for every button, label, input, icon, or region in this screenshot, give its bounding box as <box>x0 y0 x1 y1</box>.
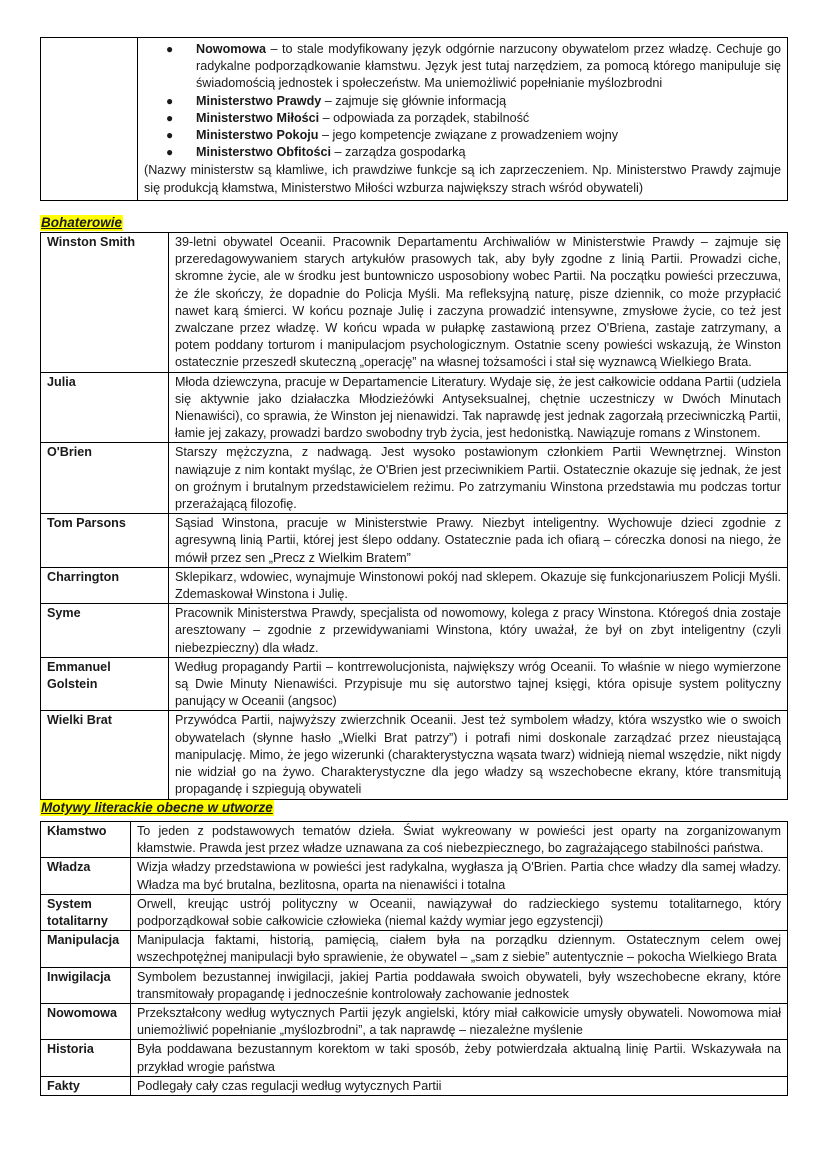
motif-description: Wizja władzy przedstawiona w powieści jest radykalna, wygłasza ją O'Brien. Partia chce władzy dla samej władzy. Władza ma być brutalna, bezlitosna, oparta na nienawiści i totalna <box>131 858 788 894</box>
table-row <box>41 38 788 201</box>
motif-name: Władza <box>41 858 131 894</box>
character-name: O'Brien <box>41 443 169 514</box>
list-item <box>166 144 781 161</box>
table-row <box>41 604 788 658</box>
term-label: Ministerstwo Prawdy <box>196 93 322 108</box>
empty-cell <box>41 38 138 201</box>
table-row <box>41 1040 788 1076</box>
table-row <box>41 233 788 373</box>
character-name: Wielki Brat <box>41 711 169 799</box>
motif-name: Kłamstwo <box>41 822 131 858</box>
term-text: – zajmuje się głównie informacją <box>321 93 507 108</box>
motif-description: Podlegały cały czas regulacji według wytycznych Partii <box>131 1076 788 1095</box>
table-row <box>41 657 788 711</box>
table-row <box>41 711 788 799</box>
bullet-dot-icon: ● <box>166 145 174 160</box>
motifs-heading: Motywy literackie obecne w utworze <box>41 800 273 815</box>
bullet-dot-icon: ● <box>166 128 174 143</box>
motifs-table <box>40 821 788 1096</box>
list-item <box>166 110 781 127</box>
motif-name: Manipulacja <box>41 931 131 967</box>
list-item <box>166 41 781 93</box>
character-name: Julia <box>41 372 169 443</box>
motif-name: Nowomowa <box>41 1004 131 1040</box>
term-text: – to stale modyfikowany język odgórnie narzucony obywatelom przez władzę. Cechuje go radykalne podporządkowanie kłamstwu. Język jest tutaj narzędziem, za pomocą którego manipuluje się świadomością jednostek i społeczeństw. Ma uniemożliwić popełnianie myślozbrodni <box>196 42 781 91</box>
bullet-dot-icon: ● <box>166 93 174 108</box>
table-row <box>41 567 788 603</box>
motif-description: Orwell, kreując ustrój polityczny w Oceanii, nawiązywał do radzieckiego systemu totalitarnego, który podporządkował sobie całkowicie człowieka (niemal każdy wymiar jego egzystencji) <box>131 894 788 930</box>
table-row <box>41 894 788 930</box>
term-label: Nowomowa <box>196 42 266 56</box>
table-row <box>41 514 788 568</box>
table-row <box>41 858 788 894</box>
motif-description: Przekształcony według wytycznych Partii język angielski, który miał całkowicie umysły obywateli. Nowomowa miał uniemożliwić popełnianie „myślozbrodni”, a tak naprawdę – niezależne myślenie <box>131 1004 788 1040</box>
motif-name: Inwigilacja <box>41 967 131 1003</box>
list-item <box>166 127 781 144</box>
character-description: Młoda dziewczyna, pracuje w Departamencie Literatury. Wydaje się, że jest całkowicie oddana Partii (udziela się aktywnie jako działaczka Młodzieżówki Antyseksualnej, chętnie uczestniczy w Dwóch Minutach Nienawiści), co sprawia, że Winston jej nienawidzi. Tak naprawdę jest jednak zagorzałą przeciwniczką Partii, łamie jej zakazy, prowadzi bardzo swobodny tryb życia, jest hedonistką. Nawiązuje romans z Winstonem. <box>169 372 788 443</box>
bullet-list <box>144 41 781 161</box>
character-name: Charrington <box>41 567 169 603</box>
bullet-dot-icon: ● <box>166 42 174 56</box>
table-row <box>41 822 788 858</box>
characters-table <box>40 232 788 800</box>
table-row <box>41 1076 788 1095</box>
term-label: Ministerstwo Miłości <box>196 110 320 125</box>
character-name: Syme <box>41 604 169 658</box>
character-name: Emmanuel Golstein <box>41 657 169 711</box>
top-continuation-table <box>40 37 788 201</box>
motif-description: Symbolem bezustannej inwigilacji, jakiej Partia poddawała swoich obywateli, były wszechobecne ekrany, które transmitowały propagandę i jednocześnie kontrolowały zachowanie jednostek <box>131 967 788 1003</box>
character-description: Sklepikarz, wdowiec, wynajmuje Winstonowi pokój nad sklepem. Okazuje się funkcjonariuszem Policji Myśli. Zdemaskował Winstona i Julię. <box>169 567 788 603</box>
motif-description: Była poddawana bezustannym korektom w taki sposób, żeby potwierdzała aktualną linię Partii. Wskazywała na przykład wrogie państwa <box>131 1040 788 1076</box>
character-name: Winston Smith <box>41 233 169 373</box>
motif-name: Fakty <box>41 1076 131 1095</box>
content-cell <box>138 38 788 201</box>
character-description: 39-letni obywatel Oceanii. Pracownik Departamentu Archiwaliów w Ministerstwie Prawdy – zajmuje się przeredagowywaniem starych artykułów prasowych tak, aby były zgodne z linią Partii. Prowadzi ciche, skromne życie, ale w środku jest buntowniczo usposobiony wobec Partii. Na początku powieści przeczuwa, że źle skończy, że dopadnie do Policja Myśli. Ma refleksyjną naturę, pisze dziennik, co może przypłacić nawet karą śmierci. W końcu poznaje Julię i zaczyna prowadzić intensywne, zmysłowe życie, co też jest zwalczane przez władzę. W końcu wpada w pułapkę zastawioną przez O'Briena, zastaje zatrzymany, a potem poddany torturom i manipulacjom psychologicznym. Ostatnie sceny powieści wskazują, że Winston ostatecznie przeszedł skuteczną „operację” na własnej tożsamości i stał się wyznawcą Wielkiego Brata. <box>169 233 788 373</box>
motif-name: Historia <box>41 1040 131 1076</box>
table-row <box>41 931 788 967</box>
character-description: Według propagandy Partii – kontrrewolucjonista, największy wróg Oceanii. To właśnie w niego wymierzone są Dwie Minuty Nienawiści. Przypisuje mu się autorstwo tajnej księgi, która opisuje system polityczny panujący w Oceanii (angsoc) <box>169 657 788 711</box>
characters-heading: Bohaterowie <box>41 215 123 230</box>
term-text: – odpowiada za porządek, stabilność <box>319 110 530 125</box>
character-description: Starszy mężczyzna, z nadwagą. Jest wysoko postawionym członkiem Partii Wewnętrznej. Winston nawiązuje z nim kontakt myśląc, że O'Brien jest przeciwnikiem Partii. Ostatecznie okazuje się jednak, że jest on groźnym i brutalnym przedstawicielem reżimu. Po zatrzymaniu Winstona przedstawia mu podczas tortur przerażającą filozofię. <box>169 443 788 514</box>
character-name: Tom Parsons <box>41 514 169 568</box>
term-label: Ministerstwo Obfitości <box>196 145 332 160</box>
term-label: Ministerstwo Pokoju <box>196 128 319 143</box>
ministries-note: (Nazwy ministerstw są kłamliwe, ich prawdziwe funkcje są ich zaprzeczeniem. Np. Ministerstwo Prawdy zajmuje się produkcją kłamstwa, Ministerstwo Miłości wzburza największy strach wśród obywateli) <box>144 163 781 195</box>
character-description: Pracownik Ministerstwa Prawdy, specjalista od nowomowy, kolega z pracy Winstona. Któregoś dnia zostaje aresztowany – zgodnie z przewidywaniami Winstona, który uważał, że był on zbyt inteligentny (czyli niebezpieczny) dla władz. <box>169 604 788 658</box>
list-item <box>166 93 781 110</box>
motif-description: Manipulacja faktami, historią, pamięcią, ciałem była na porządku dziennym. Ostatecznym celem owej wszechpotężnej manipulacji było sprawienie, że obywatel – „sam z siebie” autentycznie – pokocha Wielkiego Brata <box>131 931 788 967</box>
table-row <box>41 372 788 443</box>
term-text: – zarządza gospodarką <box>331 145 466 160</box>
character-description: Przywódca Partii, najwyższy zwierzchnik Oceanii. Jest też symbolem władzy, która wszystko wie o swoich obywatelach (słynne hasło „Wielki Brat patrzy”) i potrafi nimi doskonale zarządzać przez nieustającą manipulację. Mimo, że jego wizerunki (charakterystyczna wąsata twarz) widnieją niemal wszędzie, nikt nigdy nie widział go na żywo. Charakterystyczne dla jego władzy są wszechobecne ekrany, które transmitują propagandę i szpiegują obywateli <box>169 711 788 799</box>
motif-description: To jeden z podstawowych tematów dzieła. Świat wykreowany w powieści jest oparty na zorganizowanym kłamstwie. Prawda jest przez władze uznawana za coś niebezpiecznego, bo zagrażającego stabilności państwa. <box>131 822 788 858</box>
motif-name: System totalitarny <box>41 894 131 930</box>
character-description: Sąsiad Winstona, pracuje w Ministerstwie Prawy. Niezbyt inteligentny. Wychowuje dzieci zgodnie z agresywną linią Partii, której jest ślepo oddany. Ostatecznie pada ich ofiarą – córeczka donosi na niego, że mówił przez sen „Precz z Wielkim Bratem” <box>169 514 788 568</box>
table-row <box>41 967 788 1003</box>
table-row <box>41 1004 788 1040</box>
bullet-dot-icon: ● <box>166 110 174 125</box>
table-row <box>41 443 788 514</box>
term-text: – jego kompetencje związane z prowadzeniem wojny <box>318 128 619 143</box>
